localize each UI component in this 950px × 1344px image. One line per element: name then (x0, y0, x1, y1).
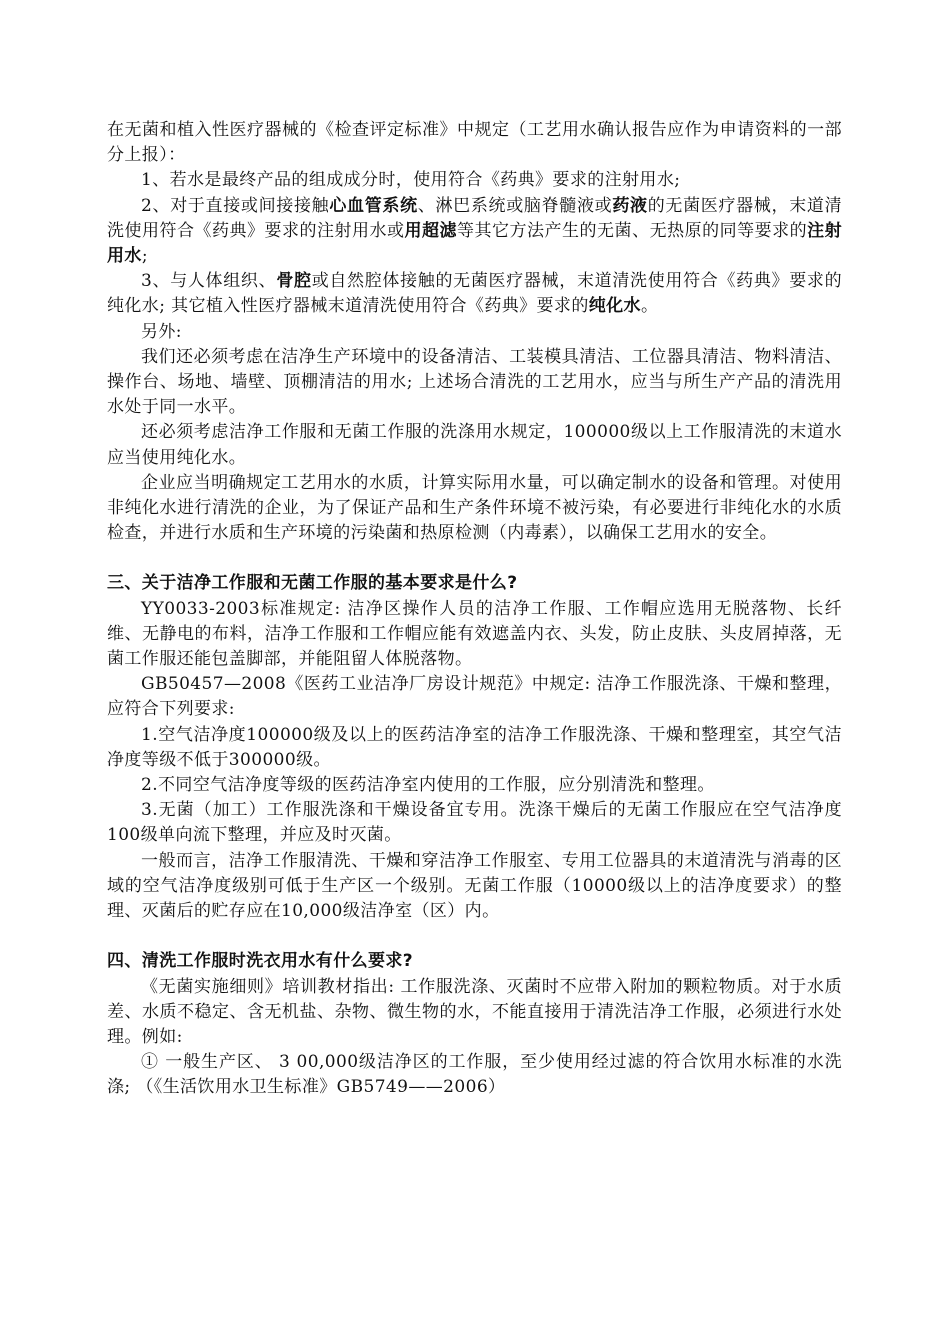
gb-standard-paragraph: GB50457—2008《医药工业洁净厂房设计规范》中规定: 洁净工作服洗涤、干燥和整理，应符合下列要求: (107, 674, 842, 720)
circled-item-1: ① 一般生产区、 3 00,000级洁净区的工作服，至少使用经过滤的符合饮用水标准的水洗涤; （《生活饮用水卫生标准》GB5749——2006） (107, 1052, 842, 1098)
section-gap (107, 924, 842, 949)
gb-item-2: 2.不同空气洁净度等级的医药洁净室内使用的工作服，应分别清洗和整理。 (141, 775, 715, 796)
training-paragraph: 《无菌实施细则》培训教材指出: 工作服洗涤、灭菌时不应带入附加的颗粒物质。对于水质差、水质不稳定、含无机盐、杂物、微生物的水，不能直接用于清洗洁净工作服，必须进行水处理。例如: (107, 976, 842, 1047)
rule-item-2-text: ; (141, 246, 148, 267)
environment-paragraph: 我们还必须考虑在洁净生产环境中的设备清洁、工装模具清洁、工位器具清洁、物料清洁、操作台、场地、墙壁、顶棚清洁的用水; 上述场合清洗的工艺用水，应当与所生产产品的清洗用水处于同一水平。 (107, 346, 842, 418)
rule-item-2-text: 2、对于直接或间接接触 (141, 195, 330, 216)
rule-item-2-text: 的无菌医疗器械，末道清洗使用符合《药典》要求的注射用水或 (107, 195, 842, 241)
rule-item-2 (107, 194, 842, 270)
bold-term: 心血管系统 (329, 195, 418, 216)
document-page (107, 118, 842, 1101)
rule-item-2-text: 、淋巴系统或脑脊髓液或 (417, 195, 613, 216)
rule-item-3 (107, 269, 842, 319)
rule-item-3-text: 3、与人体组织、 (141, 271, 277, 292)
section-3-heading: 三、关于洁净工作服和无菌工作服的基本要求是什么? (107, 573, 518, 594)
gb-item-1: 1.空气洁净度100000级及以上的医药洁净室的洁净工作服洗涤、干燥和整理室，其空气洁净度等级不低于300000级。 (107, 724, 842, 770)
rule-item-2-text: 等其它方法产生的无菌、无热原的同等要求的 (457, 220, 808, 241)
section-gap (107, 546, 842, 571)
rule-item-1: 1、若水是最终产品的组成成分时，使用符合《药典》要求的注射用水; (141, 170, 681, 191)
intro-paragraph: 在无菌和植入性医疗器械的《检查评定标准》中规定（工艺用水确认报告应作为申请资料的一部分上报）： (107, 120, 842, 166)
bold-term: 骨腔 (276, 271, 312, 292)
general-paragraph: 一般而言，洁净工作服清洗、干燥和穿洁净工作服室、专用工位器具的末道清洗与消毒的区域的空气洁净度级别可低于生产区一个级别。无菌工作服（10000级以上的洁净度要求）的整理、灭菌后的贮存应在10,000级洁净室（区）内。 (107, 850, 842, 922)
rule-item-3-text: 。 (640, 296, 659, 317)
besides-label: 另外: (141, 321, 182, 342)
gb-item-3: 3.无菌（加工）工作服洗涤和干燥设备宜专用。洗涤干燥后的无菌工作服应在空气洁净度100级单向流下整理，并应及时灭菌。 (107, 800, 842, 846)
bold-term: 注射用水 (107, 220, 842, 267)
bold-term: 纯化水 (588, 296, 641, 317)
enterprise-paragraph: 企业应当明确规定工艺用水的水质，计算实际用水量，可以确定制水的设备和管理。对使用非纯化水进行清洗的企业，为了保证产品和生产条件环境不被污染，有必要进行非纯化水的水质检查，并进行水质和生产环境的污染菌和热原检测（内毒素），以确保工艺用水的安全。 (107, 472, 842, 544)
section-4-heading: 四、清洗工作服时洗衣用水有什么要求? (107, 951, 414, 972)
cloth-water-paragraph: 还必须考虑洁净工作服和无菌工作服的洗涤用水规定，100000级以上工作服清洗的末道水应当使用纯化水。 (107, 422, 842, 468)
yy-standard-paragraph: YY0033-2003标准规定: 洁净区操作人员的洁净工作服、工作帽应选用无脱落物、长纤维、无静电的布料，洁净工作服和工作帽应能有效遮盖内衣、头发，防止皮肤、头皮屑掉落，无菌工作服还能包盖脚部，并能阻留人体脱落物。 (107, 598, 842, 670)
bold-term: 药液 (612, 195, 648, 216)
rule-item-3-text: 或自然腔体接触的无菌医疗器械，末道清洗使用符合《药典》要求的纯化水; 其它植入性医疗器械末道清洗使用符合《药典》要求的 (107, 271, 842, 317)
bold-term: 用超滤 (404, 220, 458, 241)
